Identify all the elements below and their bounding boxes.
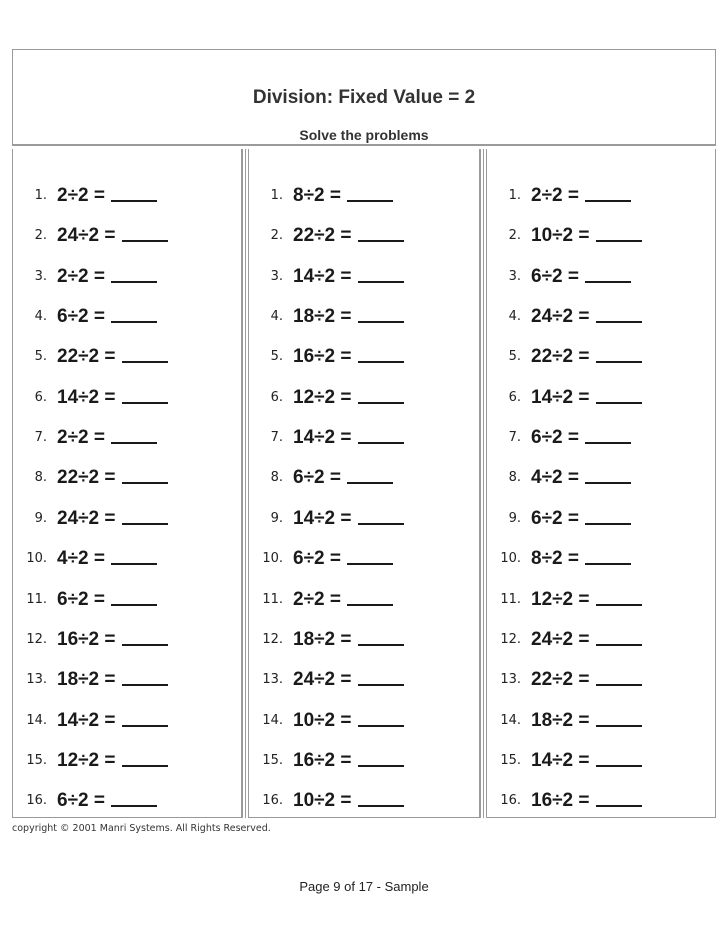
problem-expression: 14÷2 =	[57, 386, 116, 408]
problem-number: 5.	[508, 349, 521, 365]
answer-blank[interactable]	[585, 468, 631, 484]
problem-expression: 16÷2 =	[293, 346, 352, 368]
answer-blank[interactable]	[585, 267, 631, 283]
problem-number: 16.	[500, 793, 521, 809]
problem-expression: 16÷2 =	[531, 790, 590, 812]
problem-number: 14.	[500, 712, 521, 728]
problem-expression: 16÷2 =	[57, 628, 116, 650]
problem-number: 16.	[26, 793, 47, 809]
answer-blank[interactable]	[358, 226, 404, 242]
problem-row	[487, 463, 631, 493]
problem-number: 10.	[500, 551, 521, 567]
answer-blank[interactable]	[596, 307, 642, 323]
problem-number: 10.	[262, 551, 283, 567]
answer-blank[interactable]	[122, 670, 168, 686]
problem-row	[487, 302, 642, 332]
problem-row	[13, 181, 157, 211]
problem-number: 12.	[26, 631, 47, 647]
problem-row	[249, 544, 393, 574]
problem-expression: 6÷2 =	[57, 588, 105, 610]
problem-row	[487, 262, 631, 292]
problem-number: 12.	[262, 631, 283, 647]
problem-number: 10.	[26, 551, 47, 567]
problem-expression: 18÷2 =	[531, 709, 590, 731]
problem-number: 3.	[508, 268, 521, 284]
problem-row	[13, 665, 168, 695]
page-subtitle: Solve the problems	[299, 127, 429, 143]
problem-number: 12.	[500, 631, 521, 647]
problem-row	[13, 625, 168, 655]
problem-row	[487, 544, 631, 574]
answer-blank[interactable]	[358, 711, 404, 727]
problem-row	[13, 423, 157, 453]
answer-blank[interactable]	[358, 388, 404, 404]
problem-number: 5.	[34, 349, 47, 365]
problem-expression: 14÷2 =	[57, 709, 116, 731]
problem-expression: 14÷2 =	[531, 386, 590, 408]
problem-column-1	[12, 149, 242, 818]
problem-expression: 4÷2 =	[531, 467, 579, 489]
answer-blank[interactable]	[585, 428, 631, 444]
problem-number: 4.	[270, 309, 283, 325]
problem-expression: 18÷2 =	[57, 669, 116, 691]
answer-blank[interactable]	[358, 751, 404, 767]
problem-expression: 10÷2 =	[293, 790, 352, 812]
answer-blank[interactable]	[347, 186, 393, 202]
answer-blank[interactable]	[596, 226, 642, 242]
problem-row	[487, 504, 631, 534]
problem-expression: 14÷2 =	[293, 507, 352, 529]
problem-row	[249, 302, 404, 332]
problem-number: 7.	[34, 430, 47, 446]
answer-blank[interactable]	[122, 388, 168, 404]
answer-blank[interactable]	[347, 468, 393, 484]
problem-number: 11.	[500, 591, 521, 607]
problem-expression: 2÷2 =	[57, 185, 105, 206]
answer-blank[interactable]	[596, 751, 642, 767]
problem-expression: 12÷2 =	[531, 588, 590, 610]
answer-blank[interactable]	[596, 670, 642, 686]
problem-row	[13, 504, 168, 534]
problem-row	[13, 544, 157, 574]
answer-blank[interactable]	[358, 509, 404, 525]
problem-number: 7.	[508, 430, 521, 446]
problem-number: 9.	[508, 510, 521, 526]
problem-number: 13.	[26, 672, 47, 688]
problem-expression: 22÷2 =	[531, 669, 590, 691]
problem-row	[487, 706, 642, 736]
column-divider	[242, 149, 246, 818]
problem-row	[487, 423, 631, 453]
problem-expression: 24÷2 =	[531, 628, 590, 650]
problem-expression: 24÷2 =	[57, 225, 116, 247]
problem-row	[487, 383, 642, 413]
problem-columns	[12, 149, 716, 818]
answer-blank[interactable]	[111, 590, 157, 606]
problem-number: 4.	[508, 309, 521, 325]
answer-blank[interactable]	[111, 791, 157, 807]
problem-expression: 14÷2 =	[293, 265, 352, 287]
problem-row	[487, 786, 642, 816]
problem-number: 13.	[500, 672, 521, 688]
problem-number: 8.	[34, 470, 47, 486]
problem-number: 15.	[26, 752, 47, 768]
answer-blank[interactable]	[347, 590, 393, 606]
problem-row	[249, 463, 393, 493]
answer-blank[interactable]	[122, 468, 168, 484]
problem-row	[249, 181, 393, 211]
problem-row	[249, 585, 393, 615]
problem-number: 9.	[270, 510, 283, 526]
problem-row	[13, 302, 157, 332]
problem-number: 6.	[508, 389, 521, 405]
problem-row	[487, 746, 642, 776]
problem-row	[249, 504, 404, 534]
problem-expression: 2÷2 =	[57, 265, 105, 287]
problem-row	[13, 221, 168, 251]
answer-blank[interactable]	[111, 307, 157, 323]
answer-blank[interactable]	[122, 711, 168, 727]
problem-row	[249, 706, 404, 736]
problem-row	[13, 262, 157, 292]
problem-expression: 6÷2 =	[531, 427, 579, 449]
answer-blank[interactable]	[358, 347, 404, 363]
worksheet-header	[12, 49, 716, 146]
problem-expression: 24÷2 =	[293, 669, 352, 691]
problem-expression: 24÷2 =	[531, 306, 590, 328]
answer-blank[interactable]	[596, 711, 642, 727]
problem-number: 5.	[270, 349, 283, 365]
problem-row	[249, 625, 404, 655]
problem-expression: 22÷2 =	[531, 346, 590, 368]
problem-expression: 10÷2 =	[531, 225, 590, 247]
answer-blank[interactable]	[596, 791, 642, 807]
problem-number: 7.	[270, 430, 283, 446]
problem-expression: 2÷2 =	[293, 588, 341, 610]
problem-number: 15.	[262, 752, 283, 768]
answer-blank[interactable]	[122, 630, 168, 646]
problem-expression: 2÷2 =	[531, 185, 579, 206]
problem-row	[487, 181, 631, 211]
problem-expression: 22÷2 =	[293, 225, 352, 247]
page-number: Page 9 of 17 - Sample	[299, 879, 429, 894]
problem-number: 4.	[34, 309, 47, 325]
problem-row	[487, 221, 642, 251]
problem-expression: 12÷2 =	[293, 386, 352, 408]
answer-blank[interactable]	[358, 670, 404, 686]
problem-row	[13, 463, 168, 493]
problem-number: 11.	[26, 591, 47, 607]
problem-number: 13.	[262, 672, 283, 688]
answer-blank[interactable]	[596, 388, 642, 404]
answer-blank[interactable]	[111, 186, 157, 202]
problem-row	[249, 665, 404, 695]
answer-blank[interactable]	[122, 347, 168, 363]
problem-expression: 6÷2 =	[57, 790, 105, 812]
answer-blank[interactable]	[111, 428, 157, 444]
problem-expression: 14÷2 =	[293, 427, 352, 449]
problem-row	[487, 585, 642, 615]
problem-expression: 12÷2 =	[57, 749, 116, 771]
answer-blank[interactable]	[347, 549, 393, 565]
problem-expression: 6÷2 =	[531, 507, 579, 529]
problem-number: 3.	[34, 268, 47, 284]
problem-row	[487, 342, 642, 372]
problem-row	[487, 665, 642, 695]
problem-number: 11.	[262, 591, 283, 607]
problem-number: 16.	[262, 793, 283, 809]
problem-number: 15.	[500, 752, 521, 768]
problem-number: 2.	[270, 228, 283, 244]
problem-expression: 22÷2 =	[57, 467, 116, 489]
answer-blank[interactable]	[358, 428, 404, 444]
answer-blank[interactable]	[111, 267, 157, 283]
problem-number: 8.	[508, 470, 521, 486]
problem-number: 14.	[262, 712, 283, 728]
answer-blank[interactable]	[358, 307, 404, 323]
problem-row	[487, 625, 642, 655]
problem-expression: 8÷2 =	[531, 548, 579, 570]
problem-row	[13, 383, 168, 413]
answer-blank[interactable]	[585, 549, 631, 565]
problem-row	[249, 746, 404, 776]
answer-blank[interactable]	[122, 751, 168, 767]
problem-number: 6.	[34, 389, 47, 405]
problem-number: 1.	[270, 188, 283, 203]
answer-blank[interactable]	[358, 791, 404, 807]
problem-row	[249, 221, 404, 251]
column-divider	[480, 149, 484, 818]
problem-number: 14.	[26, 712, 47, 728]
problem-row	[13, 706, 168, 736]
answer-blank[interactable]	[122, 226, 168, 242]
answer-blank[interactable]	[111, 549, 157, 565]
problem-expression: 14÷2 =	[531, 749, 590, 771]
answer-blank[interactable]	[596, 630, 642, 646]
problem-expression: 6÷2 =	[57, 306, 105, 328]
problem-row	[249, 262, 404, 292]
problem-row	[13, 786, 157, 816]
problem-number: 2.	[508, 228, 521, 244]
answer-blank[interactable]	[358, 630, 404, 646]
answer-blank[interactable]	[596, 590, 642, 606]
problem-row	[13, 746, 168, 776]
page-title: Division: Fixed Value = 2	[252, 87, 476, 108]
problem-row	[13, 342, 168, 372]
problem-number: 8.	[270, 470, 283, 486]
problem-expression: 18÷2 =	[293, 628, 352, 650]
problem-number: 1.	[34, 188, 47, 203]
answer-blank[interactable]	[585, 509, 631, 525]
problem-row	[249, 786, 404, 816]
problem-expression: 6÷2 =	[531, 265, 579, 287]
problem-number: 9.	[34, 510, 47, 526]
problem-row	[249, 383, 404, 413]
answer-blank[interactable]	[358, 267, 404, 283]
problem-column-2	[248, 149, 480, 818]
answer-blank[interactable]	[585, 186, 631, 202]
answer-blank[interactable]	[122, 509, 168, 525]
problem-expression: 16÷2 =	[293, 749, 352, 771]
problem-expression: 10÷2 =	[293, 709, 352, 731]
problem-row	[13, 585, 157, 615]
problem-number: 3.	[270, 268, 283, 284]
problem-row	[249, 423, 404, 453]
problem-number: 6.	[270, 389, 283, 405]
problem-expression: 18÷2 =	[293, 306, 352, 328]
problem-number: 1.	[508, 188, 521, 203]
problem-expression: 8÷2 =	[293, 185, 341, 206]
problem-expression: 24÷2 =	[57, 507, 116, 529]
problem-column-3	[486, 149, 716, 818]
problem-expression: 6÷2 =	[293, 467, 341, 489]
problem-expression: 22÷2 =	[57, 346, 116, 368]
problem-row	[249, 342, 404, 372]
copyright-notice: copyright © 2001 Manri Systems. All Rights Reserved.	[12, 823, 271, 834]
problem-expression: 6÷2 =	[293, 548, 341, 570]
problem-expression: 2÷2 =	[57, 427, 105, 449]
problem-number: 2.	[34, 228, 47, 244]
problem-expression: 4÷2 =	[57, 548, 105, 570]
answer-blank[interactable]	[596, 347, 642, 363]
